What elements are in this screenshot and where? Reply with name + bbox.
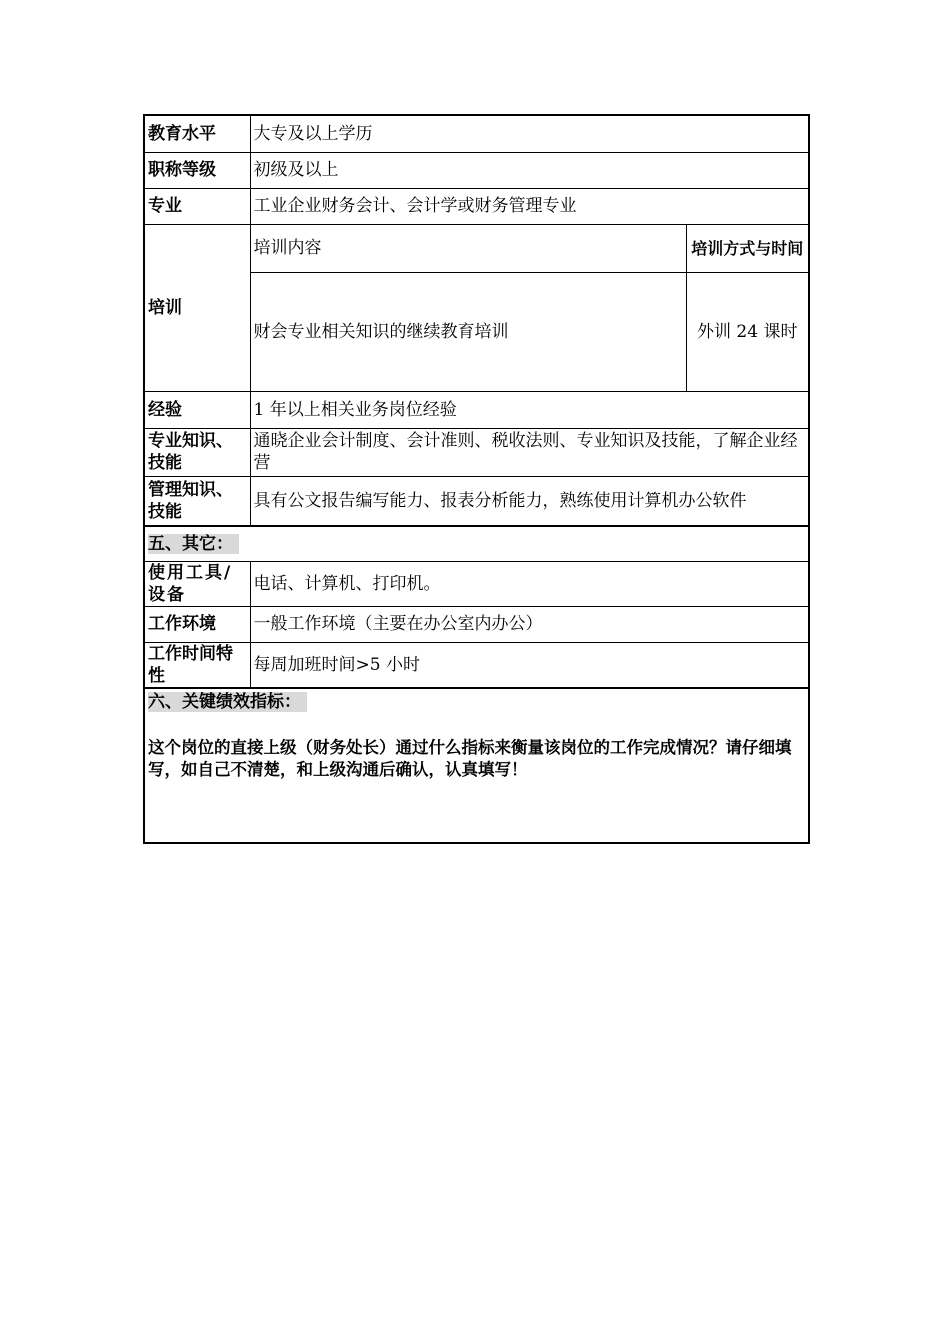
experience-label: 经验: [144, 391, 250, 428]
kpi-instruction: 这个岗位的直接上级（财务处长）通过什么指标来衡量该岗位的工作完成情况？请仔细填写，如自己不清楚，和上级沟通后确认，认真填写！: [148, 737, 792, 779]
section6-title: 六、关键绩效指标：: [148, 692, 307, 712]
row-title-level: [144, 152, 809, 188]
major-label: 专业: [144, 188, 250, 224]
management-knowledge-value: 具有公文报告编写能力、报表分析能力，熟练使用计算机办公软件: [250, 476, 809, 526]
major-value: 工业企业财务会计、会计学或财务管理专业: [250, 188, 809, 224]
training-label: 培训: [144, 224, 250, 391]
training-method: 外训 24 课时: [686, 272, 809, 391]
row-education: [144, 115, 809, 152]
row-training-header: [144, 224, 809, 272]
row-tools: [144, 561, 809, 606]
professional-knowledge-label: 专业知识、技能: [144, 428, 250, 476]
training-method-header: 培训方式与时间: [686, 224, 809, 272]
environment-value: 一般工作环境（主要在办公室内办公）: [250, 606, 809, 642]
job-description-form: [143, 114, 808, 844]
row-environment: [144, 606, 809, 642]
row-professional-knowledge: [144, 428, 809, 476]
training-content-header: 培训内容: [250, 224, 686, 272]
work-time-value: 每周加班时间>5 小时: [250, 642, 809, 688]
row-experience: [144, 391, 809, 428]
environment-label: 工作环境: [144, 606, 250, 642]
row-major: [144, 188, 809, 224]
row-section6: [144, 688, 809, 843]
tools-value: 电话、计算机、打印机。: [250, 561, 809, 606]
row-management-knowledge: [144, 476, 809, 526]
section5-title: 五、其它：: [148, 534, 239, 554]
row-section5-title: [144, 526, 809, 561]
management-knowledge-label: 管理知识、技能: [144, 476, 250, 526]
tools-label: 使用工具/设备: [144, 561, 250, 606]
row-work-time: [144, 642, 809, 688]
title-level-label: 职称等级: [144, 152, 250, 188]
professional-knowledge-value: 通晓企业会计制度、会计准则、税收法则、专业知识及技能，了解企业经营: [250, 428, 809, 476]
education-label: 教育水平: [144, 115, 250, 152]
education-value: 大专及以上学历: [250, 115, 809, 152]
work-time-label: 工作时间特性: [144, 642, 250, 688]
requirements-table: [143, 114, 810, 844]
experience-value: 1 年以上相关业务岗位经验: [250, 391, 809, 428]
title-level-value: 初级及以上: [250, 152, 809, 188]
training-content: 财会专业相关知识的继续教育培训: [250, 272, 686, 391]
